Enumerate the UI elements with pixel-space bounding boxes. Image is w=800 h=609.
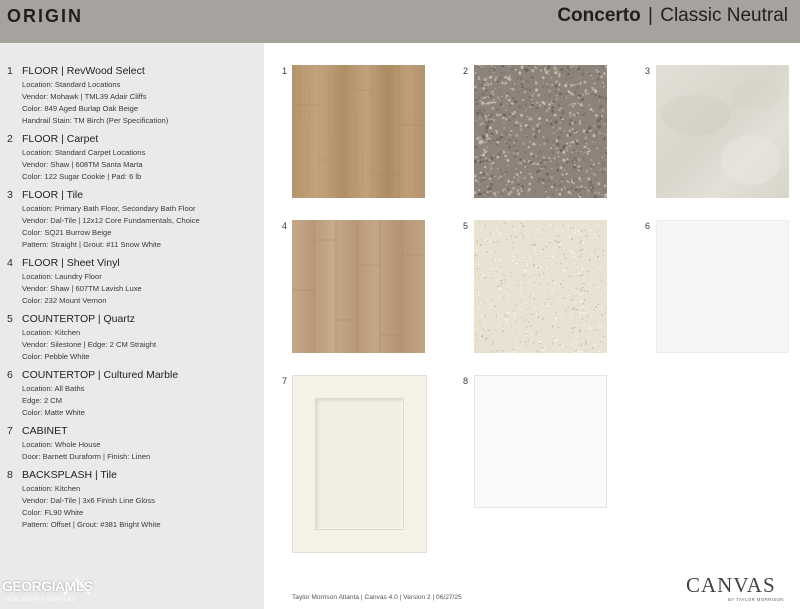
spec-detail: Color: Pebble White (22, 352, 90, 361)
spec-number: 5 (7, 313, 13, 325)
swatch-number: 3 (645, 66, 651, 76)
swatch-number: 7 (282, 376, 288, 386)
swatch-number: 6 (645, 221, 651, 231)
spec-detail: Vendor: Mohawk | TML39 Adair Cliffs (22, 92, 147, 101)
spec-detail: Color: 122 Sugar Cookie | Pad: 6 lb (22, 172, 142, 181)
spec-detail: Pattern: Offset | Grout: #381 Bright White (22, 520, 161, 529)
spec-title: FLOOR | Carpet (22, 133, 99, 145)
spec-detail: Door: Barnett Duraform | Finish: Linen (22, 452, 151, 461)
spec-detail: Vendor: Silestone | Edge: 2 CM Straight (22, 340, 157, 349)
swatch-number: 4 (282, 221, 288, 231)
brand-title: ORIGIN (7, 6, 84, 26)
spec-title: FLOOR | RevWood Select (22, 65, 145, 77)
spec-title: FLOOR | Sheet Vinyl (22, 257, 120, 269)
spec-title: BACKSPLASH | Tile (22, 469, 117, 481)
spec-title: CABINET (22, 425, 68, 437)
spec-detail: Color: Matte White (22, 408, 85, 417)
header-bar (0, 0, 800, 43)
spec-detail: Location: Standard Carpet Locations (22, 148, 146, 157)
georgia-mls-tagline: REAL ESTATE SERVICES (6, 597, 76, 603)
swatch-number: 5 (463, 221, 469, 231)
spec-sidebar (0, 43, 264, 609)
spec-number: 3 (7, 189, 13, 201)
swatch-backsplash (474, 375, 607, 508)
swatch-cabinet-door (292, 375, 427, 553)
canvas-tagline: BY TAYLOR MORRISON (728, 597, 784, 602)
collection-name: Concerto (557, 5, 641, 26)
spec-detail: Vendor: Shaw | 608TM Santa Marta (22, 160, 143, 169)
canvas-wordmark: CANVAS (686, 573, 776, 597)
spec-detail: Location: Kitchen (22, 328, 81, 337)
spec-detail: Handrail Stain: TM Birch (Per Specification) (22, 116, 169, 125)
spec-detail: Edge: 2 CM (22, 396, 63, 405)
spec-detail: Vendor: Dal-Tile | 3x6 Finish Line Gloss (22, 496, 155, 505)
spec-detail: Color: 232 Mount Vernon (22, 296, 107, 305)
spec-number: 7 (7, 425, 13, 437)
swatch-wood-floor (292, 65, 425, 198)
cabinet-door-panel (315, 398, 404, 530)
swatch-number: 2 (463, 66, 469, 76)
swatch-floor-tile (656, 65, 789, 198)
spec-detail: Color: 849 Aged Burlap Oak Beige (22, 104, 139, 113)
spec-detail: Location: Laundry Floor (22, 272, 102, 281)
spec-detail: Location: Standard Locations (22, 80, 121, 89)
spec-number: 2 (7, 133, 13, 145)
swatch-cultured-marble (656, 220, 789, 353)
swatch-number: 8 (463, 376, 469, 386)
spec-title: COUNTERTOP | Cultured Marble (22, 369, 179, 381)
spec-detail: Location: Whole House (22, 440, 101, 449)
scheme-name: Classic Neutral (660, 5, 788, 26)
spec-detail: Location: Primary Bath Floor, Secondary Bath Floor (22, 204, 196, 213)
swatch-sheet-vinyl (292, 220, 425, 353)
spec-title: FLOOR | Tile (22, 189, 84, 201)
collection-separator: | (648, 5, 653, 26)
spec-number: 1 (7, 65, 13, 77)
spec-number: 4 (7, 257, 13, 269)
canvas-logo (686, 573, 792, 605)
collection-title (557, 5, 788, 27)
footer-text: Taylor Morrison Atlanta | Canvas 4.0 | Version 2 | 06/27/25 (292, 594, 462, 601)
swatch-carpet (474, 65, 607, 198)
spec-number: 8 (7, 469, 13, 481)
spec-title: COUNTERTOP | Quartz (22, 313, 136, 325)
spec-detail: Location: Kitchen (22, 484, 81, 493)
swatch-number: 1 (282, 66, 288, 76)
spec-detail: Color: SQ21 Burrow Beige (22, 228, 112, 237)
spec-detail: Color: FL90 White (22, 508, 84, 517)
spec-detail: Location: All Baths (22, 384, 85, 393)
georgia-mls-wordmark: GEORGIAMLS (2, 578, 93, 594)
spec-detail: Vendor: Shaw | 607TM Lavish Luxe (22, 284, 142, 293)
spec-number: 6 (7, 369, 13, 381)
spec-detail: Vendor: Dal-Tile | 12x12 Core Fundamentals, Choice (22, 216, 200, 225)
swatch-quartz (474, 220, 607, 353)
spec-detail: Pattern: Straight | Grout: #11 Snow White (22, 240, 162, 249)
georgia-mls-logo (2, 578, 98, 608)
